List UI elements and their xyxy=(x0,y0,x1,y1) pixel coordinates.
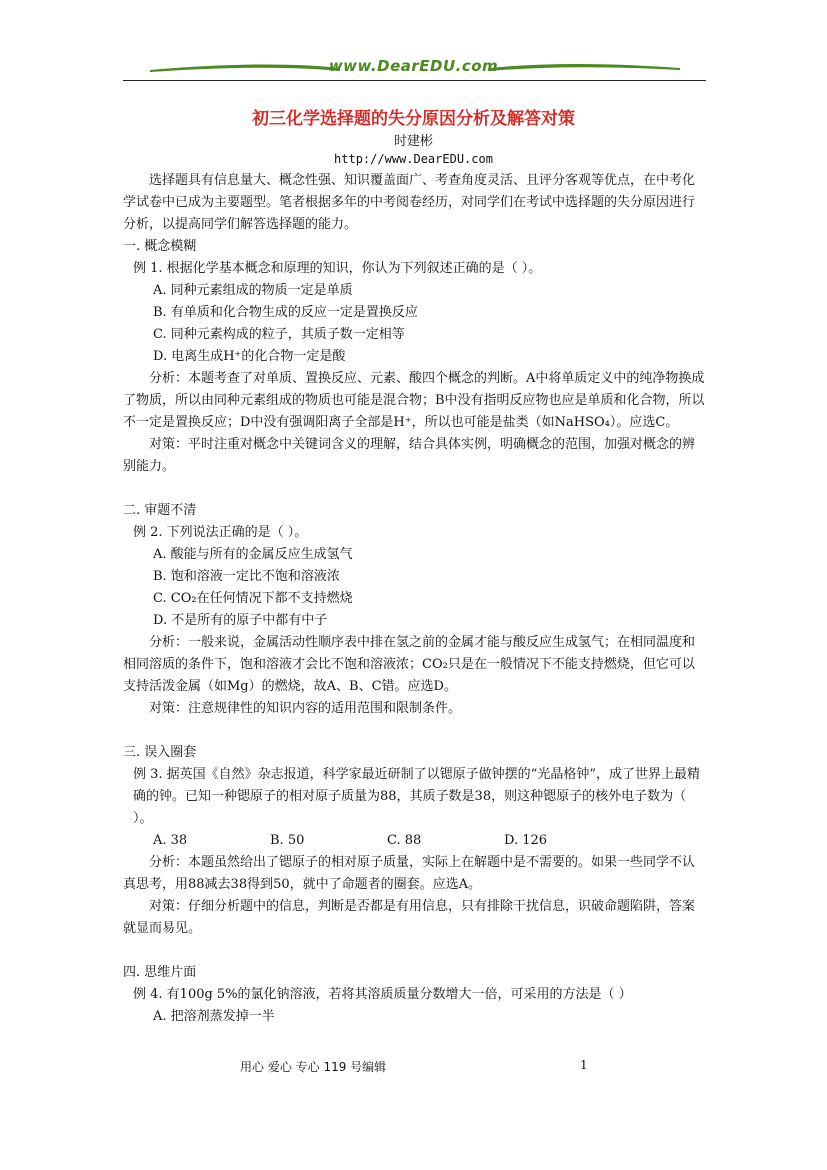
option-item: B. 50 xyxy=(270,833,305,848)
option-item: C. 88 xyxy=(387,833,422,848)
analysis-paragraph: 分析：本题考查了对单质、置换反应、元素、酸四个概念的判断。A中将单质定义中的纯净物换成了物质，所以由同种元素组成的物质也可能是混合物；B中没有指明反应物也应是单质和化合物，所以不一定是置换反应；D中没有强调阳离子全部是H⁺，所以也可能是盐类（如NaHSO₄）。应选C。 xyxy=(123,371,705,430)
option-item: A. 38 xyxy=(153,833,188,848)
option-item: D. 不是所有的原子中都有中子 xyxy=(153,613,328,628)
example-question: 例 2. 下列说法正确的是（ ）。 xyxy=(133,525,308,540)
option-item: A. 把溶剂蒸发掉一半 xyxy=(153,1009,275,1024)
section-heading: 四. 思维片面 xyxy=(123,965,197,980)
document-url: http://www.DearEDU.com xyxy=(334,152,493,166)
strategy-paragraph: 对策：注意规律性的知识内容的适用范围和限制条件。 xyxy=(149,701,462,716)
document-title: 初三化学选择题的失分原因分析及解答对策 xyxy=(252,109,575,129)
option-item: B. 有单质和化合物生成的反应一定是置换反应 xyxy=(153,305,418,320)
option-item: C. 同种元素构成的粒子，其质子数一定相等 xyxy=(153,327,405,342)
option-row xyxy=(123,830,706,852)
example-question: 例 4. 有100g 5%的氯化钠溶液，若将其溶质质量分数增大一倍，可采用的方法是（ ） xyxy=(133,987,632,1002)
document-body xyxy=(123,170,706,1028)
analysis-paragraph: 分析：本题虽然给出了锶原子的相对原子质量，实际上在解题中是不需要的。如果一些同学不认真思考，用88减去38得到50，就中了命题者的圈套。应选A。 xyxy=(123,855,696,892)
page-number: 1 xyxy=(580,1058,588,1072)
section-heading: 三. 误入圈套 xyxy=(123,745,197,760)
analysis-paragraph: 分析：一般来说，金属活动性顺序表中排在氢之前的金属才能与酸反应生成氢气；在相同温度和相同溶质的条件下，饱和溶液才会比不饱和溶液浓；CO₂只是在一般情况下不能支持燃烧，但它可以支持活泼金属（如Mg）的燃烧，故A、B、C错。应选D。 xyxy=(123,635,696,694)
option-item: D. 126 xyxy=(504,833,548,848)
option-item: D. 电离生成H⁺的化合物一定是酸 xyxy=(153,349,346,364)
option-item: A. 同种元素组成的物质一定是单质 xyxy=(153,283,353,298)
header-divider xyxy=(123,80,706,81)
section-heading: 二. 审题不清 xyxy=(123,503,197,518)
footer-text: 用心 爱心 专心 119 号编辑 xyxy=(240,1060,387,1074)
option-item: A. 酸能与所有的金属反应生成氢气 xyxy=(153,547,353,562)
option-item: C. CO₂在任何情况下都不支持燃烧 xyxy=(153,591,353,606)
site-logo: www.DearEDU.com xyxy=(328,57,499,75)
intro-paragraph: 选择题具有信息量大、概念性强、知识覆盖面广、考查角度灵活、且评分客观等优点，在中考化学试卷中已成为主要题型。笔者根据多年的中考阅卷经历，对同学们在考试中选择题的失分原因进行分析，以提高同学们解答选择题的能力。 xyxy=(123,173,696,232)
document-author: 时建彬 xyxy=(393,134,433,149)
example-question: 例 1. 根据化学基本概念和原理的知识，你认为下列叙述正确的是（ ）。 xyxy=(133,261,542,276)
strategy-paragraph: 对策：平时注重对概念中关键词含义的理解，结合具体实例，明确概念的范围，加强对概念的辨别能力。 xyxy=(123,437,696,474)
section-heading: 一. 概念模糊 xyxy=(123,239,197,254)
option-item: B. 饱和溶液一定比不饱和溶液浓 xyxy=(153,569,340,584)
strategy-paragraph: 对策：仔细分析题中的信息，判断是否都是有用信息，只有排除干扰信息，识破命题陷阱，答案就显而易见。 xyxy=(123,899,696,936)
example-question: 例 3. 据英国《自然》杂志报道，科学家最近研制了以锶原子做钟摆的“光晶格钟”，成了世界上最精确的钟。已知一种锶原子的相对原子质量为88，其质子数是38，则这种锶原子的核外电子数为（ ）。 xyxy=(133,767,700,826)
